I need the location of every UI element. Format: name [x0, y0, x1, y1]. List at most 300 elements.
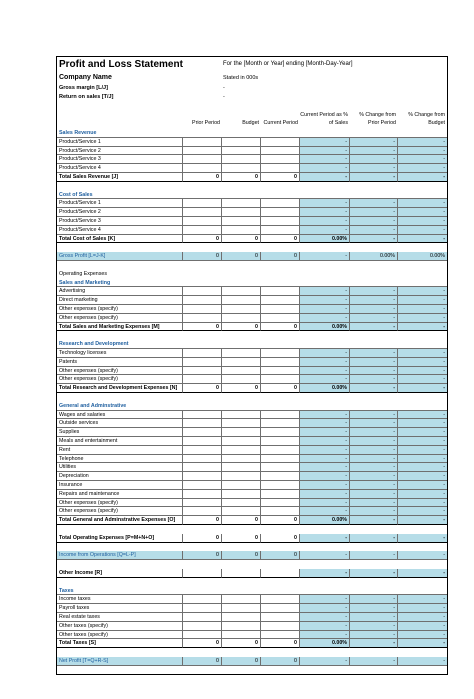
total-row [57, 534, 447, 543]
budget-cell[interactable] [222, 631, 261, 640]
col-change-prior: % Change from Prior Period [359, 112, 396, 126]
row-label[interactable]: Product/Service 4 [57, 226, 183, 235]
budget-cell [222, 569, 261, 578]
current-period-cell[interactable] [261, 428, 300, 437]
current-period-cell[interactable] [261, 437, 300, 446]
row-label: Total Taxes [S] [57, 639, 183, 648]
change-prior-cell: - [350, 375, 398, 384]
change-budget-cell: - [398, 367, 447, 376]
current-period-cell[interactable] [261, 208, 300, 217]
change-budget-cell: - [398, 455, 447, 464]
current-period-cell[interactable] [261, 147, 300, 156]
spacer-row [57, 560, 447, 569]
row-label[interactable]: Product/Service 1 [57, 199, 183, 208]
prior-period-cell[interactable] [183, 472, 222, 481]
change-budget-cell: - [398, 349, 447, 358]
current-period-cell: 0 [261, 534, 300, 543]
section-heading: Sales and Marketing [59, 279, 111, 286]
return-on-sales-value: - [223, 94, 225, 100]
table-row [57, 631, 447, 640]
current-period-cell [261, 569, 300, 578]
change-budget-cell: - [398, 481, 447, 490]
prior-period-cell[interactable] [183, 314, 222, 323]
pct-of-sales-cell: - [300, 147, 350, 156]
budget-cell: 0 [222, 252, 261, 261]
current-period-cell[interactable] [261, 622, 300, 631]
company-name[interactable]: Company Name [59, 74, 112, 81]
change-budget-cell: - [398, 411, 447, 420]
row-label[interactable]: Other taxes (specify) [57, 631, 183, 640]
change-prior-cell: - [350, 499, 398, 508]
pct-of-sales-cell: - [300, 604, 350, 613]
change-budget-cell: - [398, 375, 447, 384]
budget-cell[interactable] [222, 305, 261, 314]
change-budget-cell: - [398, 472, 447, 481]
prior-period-cell[interactable] [183, 375, 222, 384]
summary-row [57, 252, 447, 261]
section-heading: General and Adminstrative [59, 402, 127, 409]
prior-period-cell[interactable] [183, 437, 222, 446]
row-label[interactable]: Supplies [57, 428, 183, 437]
prior-period-cell[interactable] [183, 349, 222, 358]
change-budget-cell: - [398, 551, 447, 560]
change-prior-cell: - [350, 235, 398, 244]
current-period-cell: 0 [261, 323, 300, 332]
budget-cell[interactable] [222, 481, 261, 490]
prior-period-cell: 0 [183, 657, 222, 666]
table-row [57, 499, 447, 508]
prior-period-cell[interactable] [183, 446, 222, 455]
budget-cell[interactable] [222, 622, 261, 631]
prior-period-cell[interactable] [183, 138, 222, 147]
budget-cell[interactable] [222, 604, 261, 613]
change-prior-cell: - [350, 595, 398, 604]
change-budget-cell: - [398, 155, 447, 164]
change-prior-cell: - [350, 287, 398, 296]
table-row [57, 411, 447, 420]
change-prior-cell: - [350, 411, 398, 420]
current-period-cell[interactable] [261, 155, 300, 164]
change-budget-cell: - [398, 595, 447, 604]
row-label: Income from Operations [Q=L-P] [57, 551, 183, 560]
pct-of-sales-cell: - [300, 173, 350, 182]
current-period-cell[interactable] [261, 446, 300, 455]
section-heading-row [57, 191, 447, 200]
row-label[interactable]: Other taxes (specify) [57, 622, 183, 631]
row-label[interactable]: Other expenses (specify) [57, 314, 183, 323]
change-prior-cell: - [350, 314, 398, 323]
budget-cell: 0 [222, 516, 261, 525]
table-row [57, 419, 447, 428]
change-budget-cell: - [398, 287, 447, 296]
row-label[interactable]: Insurance [57, 481, 183, 490]
budget-cell[interactable] [222, 455, 261, 464]
table-row [57, 358, 447, 367]
prior-period-cell[interactable] [183, 428, 222, 437]
current-period-cell[interactable] [261, 481, 300, 490]
budget-cell[interactable] [222, 314, 261, 323]
prior-period-cell[interactable] [183, 411, 222, 420]
row-label[interactable]: Advertising [57, 287, 183, 296]
row-label[interactable]: Product/Service 3 [57, 155, 183, 164]
row-label[interactable]: Depreciation [57, 472, 183, 481]
current-period-cell: 0 [261, 384, 300, 393]
prior-period-cell[interactable] [183, 463, 222, 472]
budget-cell[interactable] [222, 287, 261, 296]
current-period-cell[interactable] [261, 411, 300, 420]
prior-period-cell [183, 569, 222, 578]
pct-of-sales-cell: - [300, 534, 350, 543]
pct-of-sales-cell: - [300, 164, 350, 173]
change-prior-cell: - [350, 437, 398, 446]
pct-of-sales-cell: - [300, 622, 350, 631]
pct-of-sales-cell: - [300, 296, 350, 305]
change-budget-cell: - [398, 164, 447, 173]
current-period-cell[interactable] [261, 217, 300, 226]
prior-period-cell[interactable] [183, 604, 222, 613]
budget-cell[interactable] [222, 437, 261, 446]
change-prior-cell: - [350, 323, 398, 332]
change-prior-cell: - [350, 463, 398, 472]
budget-cell[interactable] [222, 164, 261, 173]
prior-period-cell[interactable] [183, 595, 222, 604]
change-budget-cell: - [398, 199, 447, 208]
prior-period-cell: 0 [183, 534, 222, 543]
table-row [57, 613, 447, 622]
pct-of-sales-cell: - [300, 569, 350, 578]
spacer-row [57, 648, 447, 657]
return-on-sales-label: Return on sales [T/J] [59, 94, 114, 100]
budget-cell[interactable] [222, 428, 261, 437]
change-budget-cell: - [398, 235, 447, 244]
prior-period-cell[interactable] [183, 507, 222, 516]
change-prior-cell: - [350, 657, 398, 666]
row-label[interactable]: Other expenses (specify) [57, 375, 183, 384]
change-prior-cell: - [350, 534, 398, 543]
table-row [57, 472, 447, 481]
budget-cell[interactable] [222, 367, 261, 376]
budget-cell[interactable] [222, 446, 261, 455]
row-label[interactable]: Other expenses (specify) [57, 305, 183, 314]
row-label[interactable]: Repairs and maintenance [57, 490, 183, 499]
current-period-cell[interactable] [261, 164, 300, 173]
budget-cell[interactable] [222, 208, 261, 217]
current-period-cell[interactable] [261, 507, 300, 516]
spacer-row [57, 261, 447, 270]
section-heading-row [57, 129, 447, 138]
budget-cell[interactable] [222, 147, 261, 156]
pct-of-sales-cell: - [300, 463, 350, 472]
current-period-cell: 0 [261, 173, 300, 182]
row-label: Total Sales Revenue [J] [57, 173, 183, 182]
pct-of-sales-cell: - [300, 208, 350, 217]
row-label[interactable]: Meals and entertainment [57, 437, 183, 446]
row-label[interactable]: Product/Service 2 [57, 147, 183, 156]
change-prior-cell: - [350, 208, 398, 217]
summary-row [57, 657, 447, 666]
prior-period-cell[interactable] [183, 199, 222, 208]
budget-cell[interactable] [222, 296, 261, 305]
budget-cell[interactable] [222, 595, 261, 604]
budget-cell: 0 [222, 534, 261, 543]
total-row [57, 639, 447, 648]
spacer-row [57, 243, 447, 252]
row-label[interactable]: Payroll taxes [57, 604, 183, 613]
change-prior-cell: - [350, 516, 398, 525]
pct-of-sales-cell: 0.00% [300, 323, 350, 332]
budget-cell[interactable] [222, 217, 261, 226]
table-row [57, 226, 447, 235]
current-period-cell[interactable] [261, 631, 300, 640]
change-budget-cell: - [398, 622, 447, 631]
row-label: Gross Profit [L=J-K] [57, 252, 183, 261]
total-row [57, 384, 447, 393]
row-label[interactable]: Patents [57, 358, 183, 367]
current-period-cell[interactable] [261, 490, 300, 499]
table-row [57, 217, 447, 226]
change-budget-cell: - [398, 147, 447, 156]
row-label: Total Research and Development Expenses [N] [57, 384, 183, 393]
pct-of-sales-cell: - [300, 455, 350, 464]
table-row [57, 446, 447, 455]
total-row [57, 173, 447, 182]
change-budget-cell: 0.00% [398, 252, 447, 261]
prior-period-cell[interactable] [183, 367, 222, 376]
prior-period-cell: 0 [183, 323, 222, 332]
change-budget-cell: - [398, 657, 447, 666]
change-budget-cell: - [398, 419, 447, 428]
spacer-row [57, 578, 447, 587]
change-prior-cell: - [350, 305, 398, 314]
prior-period-cell: 0 [183, 252, 222, 261]
current-period-cell[interactable] [261, 305, 300, 314]
row-label[interactable]: Product/Service 1 [57, 138, 183, 147]
change-prior-cell: - [350, 217, 398, 226]
current-period-cell[interactable] [261, 375, 300, 384]
change-prior-cell: - [350, 419, 398, 428]
pnl-sheet [56, 56, 448, 675]
row-label[interactable]: Other expenses (specify) [57, 367, 183, 376]
change-budget-cell: - [398, 534, 447, 543]
budget-cell[interactable] [222, 419, 261, 428]
prior-period-cell[interactable] [183, 287, 222, 296]
prior-period-cell[interactable] [183, 164, 222, 173]
budget-cell: 0 [222, 551, 261, 560]
change-prior-cell: - [350, 631, 398, 640]
budget-cell[interactable] [222, 463, 261, 472]
change-budget-cell: - [398, 499, 447, 508]
pct-of-sales-cell: - [300, 613, 350, 622]
row-label[interactable]: Wages and salaries [57, 411, 183, 420]
table-row [57, 199, 447, 208]
budget-cell[interactable] [222, 507, 261, 516]
current-period-cell[interactable] [261, 367, 300, 376]
spacer-row [57, 525, 447, 534]
table-row [57, 437, 447, 446]
budget-cell[interactable] [222, 472, 261, 481]
prior-period-cell[interactable] [183, 631, 222, 640]
current-period-cell[interactable] [261, 499, 300, 508]
prior-period-cell[interactable] [183, 155, 222, 164]
section-heading: Taxes [59, 587, 74, 594]
page-title: Profit and Loss Statement [59, 59, 183, 70]
change-prior-cell: - [350, 507, 398, 516]
table-row [57, 296, 447, 305]
table-row [57, 455, 447, 464]
change-budget-cell: - [398, 384, 447, 393]
pct-of-sales-cell: 0.00% [300, 639, 350, 648]
current-period-cell[interactable] [261, 314, 300, 323]
current-period-cell[interactable] [261, 595, 300, 604]
budget-cell[interactable] [222, 199, 261, 208]
row-label[interactable]: Income taxes [57, 595, 183, 604]
table-row [57, 595, 447, 604]
current-period-cell[interactable] [261, 455, 300, 464]
change-prior-cell: - [350, 226, 398, 235]
prior-period-cell[interactable] [183, 226, 222, 235]
total-row [57, 569, 447, 578]
row-label[interactable]: Product/Service 4 [57, 164, 183, 173]
row-label: Total General and Adminstrative Expenses [O] [57, 516, 183, 525]
table-row [57, 138, 447, 147]
budget-cell[interactable] [222, 358, 261, 367]
current-period-cell[interactable] [261, 199, 300, 208]
pct-of-sales-cell: - [300, 446, 350, 455]
row-label[interactable]: Outside services [57, 419, 183, 428]
change-budget-cell: - [398, 631, 447, 640]
change-budget-cell: - [398, 305, 447, 314]
row-label: Total Operating Expenses [P=M+N+O] [57, 534, 183, 543]
budget-cell[interactable] [222, 349, 261, 358]
row-label[interactable]: Rent [57, 446, 183, 455]
pct-of-sales-cell: - [300, 314, 350, 323]
current-period-cell[interactable] [261, 226, 300, 235]
pct-of-sales-cell: - [300, 367, 350, 376]
prior-period-cell[interactable] [183, 208, 222, 217]
spacer-row [57, 182, 447, 191]
row-label[interactable]: Other expenses (specify) [57, 507, 183, 516]
prior-period-cell[interactable] [183, 305, 222, 314]
change-prior-cell: - [350, 138, 398, 147]
current-period-cell[interactable] [261, 358, 300, 367]
change-budget-cell: - [398, 358, 447, 367]
row-label[interactable]: Other expenses (specify) [57, 499, 183, 508]
col-current-period: Current Period [263, 120, 298, 126]
table-row [57, 208, 447, 217]
table-row [57, 463, 447, 472]
prior-period-cell[interactable] [183, 358, 222, 367]
change-budget-cell: - [398, 323, 447, 332]
budget-cell[interactable] [222, 411, 261, 420]
section-heading: Research and Development [59, 341, 129, 348]
current-period-cell[interactable] [261, 349, 300, 358]
pct-of-sales-cell: - [300, 419, 350, 428]
current-period-cell[interactable] [261, 604, 300, 613]
row-label[interactable]: Telephone [57, 455, 183, 464]
change-budget-cell: - [398, 208, 447, 217]
change-prior-cell: - [350, 164, 398, 173]
prior-period-cell: 0 [183, 551, 222, 560]
prior-period-cell[interactable] [183, 217, 222, 226]
current-period-cell[interactable] [261, 296, 300, 305]
budget-cell: 0 [222, 657, 261, 666]
table-row [57, 164, 447, 173]
change-prior-cell: - [350, 349, 398, 358]
row-label: Net Profit [T=Q+R-S] [57, 657, 183, 666]
prior-period-cell[interactable] [183, 490, 222, 499]
current-period-cell[interactable] [261, 287, 300, 296]
row-label[interactable]: Utilities [57, 463, 183, 472]
prior-period-cell[interactable] [183, 419, 222, 428]
change-budget-cell: - [398, 569, 447, 578]
current-period-cell[interactable] [261, 419, 300, 428]
budget-cell[interactable] [222, 226, 261, 235]
current-period-cell[interactable] [261, 138, 300, 147]
row-label[interactable]: Real estate taxes [57, 613, 183, 622]
change-prior-cell: - [350, 173, 398, 182]
current-period-cell: 0 [261, 657, 300, 666]
change-budget-cell: - [398, 296, 447, 305]
section-heading: Cost of Sales [59, 191, 93, 198]
change-prior-cell: 0.00% [350, 252, 398, 261]
prior-period-cell[interactable] [183, 147, 222, 156]
change-budget-cell: - [398, 516, 447, 525]
change-prior-cell: - [350, 446, 398, 455]
pct-of-sales-cell: - [300, 155, 350, 164]
change-budget-cell: - [398, 463, 447, 472]
budget-cell[interactable] [222, 499, 261, 508]
row-label[interactable]: Product/Service 2 [57, 208, 183, 217]
change-prior-cell: - [350, 296, 398, 305]
change-prior-cell: - [350, 358, 398, 367]
pct-of-sales-cell: - [300, 472, 350, 481]
current-period-cell[interactable] [261, 613, 300, 622]
prior-period-cell[interactable] [183, 499, 222, 508]
change-prior-cell: - [350, 490, 398, 499]
row-label[interactable]: Direct marketing [57, 296, 183, 305]
current-period-cell[interactable] [261, 472, 300, 481]
budget-cell[interactable] [222, 490, 261, 499]
table-row [57, 507, 447, 516]
pct-of-sales-cell: - [300, 305, 350, 314]
prior-period-cell[interactable] [183, 622, 222, 631]
stated-in-note: Stated in 000s [223, 75, 259, 81]
row-label[interactable]: Product/Service 3 [57, 217, 183, 226]
budget-cell[interactable] [222, 138, 261, 147]
prior-period-cell[interactable] [183, 481, 222, 490]
current-period-cell[interactable] [261, 463, 300, 472]
current-period-cell: 0 [261, 252, 300, 261]
pct-of-sales-cell: - [300, 287, 350, 296]
row-label[interactable]: Technology licenses [57, 349, 183, 358]
pct-of-sales-cell: - [300, 199, 350, 208]
pct-of-sales-cell: - [300, 226, 350, 235]
spacer-row [57, 393, 447, 402]
pct-of-sales-cell: - [300, 437, 350, 446]
pct-of-sales-cell: 0.00% [300, 384, 350, 393]
table-row [57, 490, 447, 499]
budget-cell[interactable] [222, 155, 261, 164]
prior-period-cell[interactable] [183, 455, 222, 464]
budget-cell[interactable] [222, 375, 261, 384]
budget-cell: 0 [222, 173, 261, 182]
pct-of-sales-cell: - [300, 631, 350, 640]
change-prior-cell: - [350, 155, 398, 164]
prior-period-cell[interactable] [183, 296, 222, 305]
budget-cell[interactable] [222, 613, 261, 622]
prior-period-cell[interactable] [183, 613, 222, 622]
table-row [57, 314, 447, 323]
